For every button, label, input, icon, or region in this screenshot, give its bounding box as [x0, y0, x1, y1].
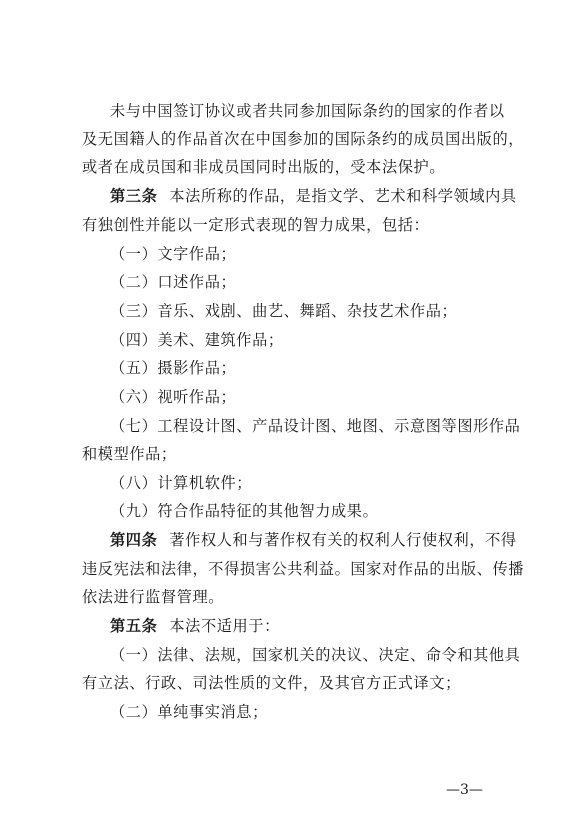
article-3-line [110, 184, 517, 208]
list-item: （一）法律、法规，国家机关的决议、决定、命令和其他具 [110, 646, 521, 664]
paragraph-text: 著作权人和与著作权有关的权利人行使权利，不得 [169, 531, 517, 549]
list-item: （二）口述作品； [110, 273, 237, 291]
paragraph-line: 及无国籍人的作品首次在中国参加的国际条约的成员国出版的， [82, 130, 525, 148]
paragraph-line: 未与中国签订协议或者共同参加国际条约的国家的作者以 [110, 102, 505, 120]
paragraph-line: 或者在成员国和非成员国同时出版的，受本法保护。 [82, 158, 446, 176]
list-item: （九）符合作品特征的其他智力成果。 [110, 502, 379, 520]
list-item: （五）摄影作品； [110, 359, 237, 377]
page-number: —3— [446, 782, 483, 798]
article-heading: 第三条 [110, 187, 158, 205]
list-item: （八）计算机软件； [110, 474, 253, 492]
paragraph-line: 有独创性并能以一定形式表现的智力成果，包括： [82, 216, 430, 234]
paragraph-text: 本法所称的作品，是指文学、艺术和科学领域内具 [169, 187, 517, 205]
list-item: （一）文字作品； [110, 245, 237, 263]
article-heading: 第四条 [110, 531, 158, 549]
paragraph-text: 本法不适用于： [169, 617, 280, 635]
article-5-line [110, 614, 280, 638]
list-item: （六）视听作品； [110, 388, 237, 406]
list-item: （三）音乐、戏剧、曲艺、舞蹈、杂技艺术作品； [110, 302, 458, 320]
paragraph-line: 依法进行监督管理。 [82, 588, 225, 606]
article-4-line [110, 528, 517, 552]
paragraph-line: 违反宪法和法律，不得损害公共利益。国家对作品的出版、传播 [82, 560, 525, 578]
list-item: （二）单纯事实消息； [110, 703, 268, 721]
list-item-continuation: 和模型作品； [82, 445, 177, 463]
list-item: （七）工程设计图、产品设计图、地图、示意图等图形作品 [110, 417, 521, 435]
list-item: （四）美术、建筑作品； [110, 331, 284, 349]
list-item-continuation: 有立法、行政、司法性质的文件，及其官方正式译文； [82, 674, 461, 692]
article-heading: 第五条 [110, 617, 158, 635]
